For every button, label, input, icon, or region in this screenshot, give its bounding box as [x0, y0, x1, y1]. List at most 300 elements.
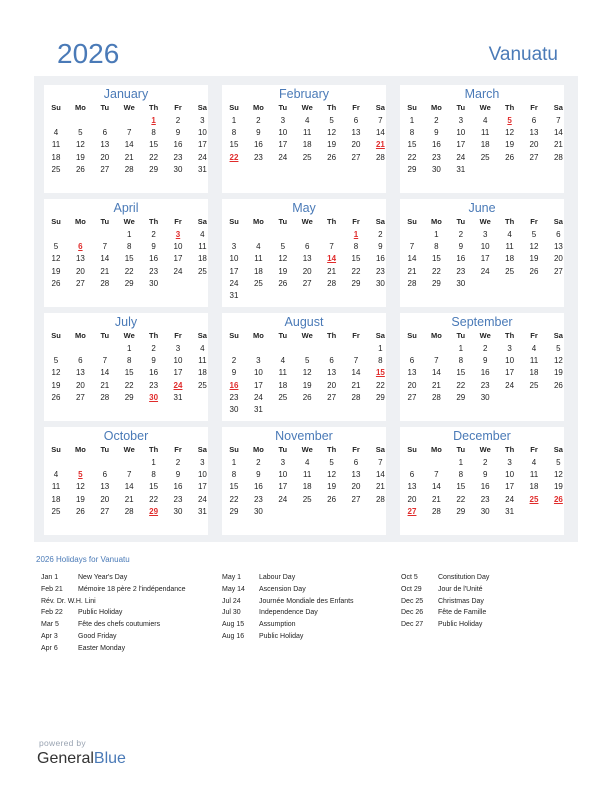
calendar-day: 10: [278, 470, 288, 480]
calendar-day: 26: [505, 152, 515, 162]
calendar-day: 8: [151, 128, 156, 138]
calendar-day: 16: [431, 140, 441, 150]
month-name: December: [453, 429, 511, 443]
holiday-day: 16: [229, 380, 239, 390]
calendar-day: 13: [100, 140, 110, 150]
calendar-day: 27: [327, 392, 337, 402]
calendar-day: 5: [304, 356, 310, 366]
month-name: September: [451, 315, 513, 329]
calendar-day: 27: [75, 392, 85, 402]
month-april: [44, 199, 208, 307]
calendar-day: 2: [434, 116, 439, 125]
month-name: November: [275, 429, 333, 443]
calendar-day: 14: [100, 368, 110, 378]
holiday-name: Christmas Day: [438, 597, 484, 605]
month-december: [400, 427, 564, 535]
weekday-label: Sa: [553, 445, 563, 454]
weekday-label: Tu: [456, 103, 466, 112]
calendar-day: 18: [505, 254, 515, 264]
weekday-label: Sa: [375, 445, 385, 454]
weekday-label: Sa: [197, 445, 207, 454]
weekday-label: Fr: [174, 103, 182, 112]
calendar-day: 16: [480, 368, 490, 378]
weekday-label: Tu: [456, 331, 466, 340]
calendar-day: 10: [278, 128, 288, 138]
calendar-day: 15: [351, 254, 361, 264]
holiday-date: Jul 30: [222, 609, 241, 617]
calendar-day: 30: [149, 278, 159, 288]
calendar-day: 30: [456, 278, 466, 288]
calendar-day: 20: [100, 494, 110, 504]
calendar-day: 18: [302, 482, 312, 492]
holiday-row: [41, 633, 211, 645]
weekday-label: Su: [51, 103, 61, 112]
holiday-name: Jour de l'Unité: [438, 585, 483, 593]
calendar-day: 25: [278, 392, 288, 402]
holiday-name: Fête des chefs coutumiers: [78, 621, 161, 629]
calendar-day: 2: [482, 344, 488, 353]
holiday-day: 21: [375, 140, 385, 150]
weekday-label: Mo: [252, 103, 264, 112]
calendar-day: 24: [456, 152, 466, 162]
calendar-day: 28: [100, 392, 110, 402]
calendar-day: 15: [229, 482, 239, 492]
weekday-label: Su: [407, 445, 417, 454]
calendar-day: 26: [75, 164, 85, 174]
holiday-date: Feb 22: [41, 609, 63, 617]
calendar-day: 4: [482, 116, 488, 125]
weekday-label: Mo: [252, 331, 264, 340]
weekday-label: Mo: [430, 217, 442, 226]
calendar-day: 24: [505, 494, 515, 504]
holiday-day: 26: [553, 494, 563, 504]
calendar-day: 4: [280, 356, 286, 366]
month-name: May: [292, 201, 316, 215]
calendar-day: 9: [231, 368, 237, 378]
calendar-day: 19: [505, 140, 515, 150]
calendar-day: 27: [100, 506, 110, 516]
calendar-day: 21: [327, 266, 337, 276]
calendar-day: 11: [529, 470, 539, 480]
calendar-day: 3: [200, 116, 205, 125]
calendar-day: 4: [304, 116, 310, 125]
calendar-day: 15: [124, 254, 134, 264]
calendar-day: 28: [431, 392, 441, 402]
calendar-day: 7: [434, 356, 439, 366]
calendar-day: 5: [531, 230, 537, 239]
calendar-day: 25: [302, 152, 312, 162]
weekday-label: We: [123, 331, 135, 340]
weekday-label: Su: [51, 217, 61, 226]
calendar-day: 21: [407, 266, 417, 276]
calendar-day: 18: [51, 494, 61, 504]
calendar-day: 10: [197, 470, 207, 480]
calendar-day: 5: [556, 458, 561, 467]
weekday-label: Mo: [74, 217, 86, 226]
holiday-row: [401, 586, 571, 598]
weekday-label: Th: [327, 445, 337, 454]
calendar-day: 19: [75, 494, 85, 504]
calendar-day: 10: [197, 128, 207, 138]
month-september: [400, 313, 564, 421]
calendar-day: 26: [51, 278, 61, 288]
calendar-day: 31: [229, 291, 239, 300]
calendar-day: 28: [553, 152, 563, 162]
calendar-day: 22: [431, 266, 441, 276]
holiday-row: [41, 609, 211, 621]
powered-by-label: powered by: [39, 738, 86, 748]
calendar-day: 14: [375, 470, 385, 480]
calendar-day: 21: [351, 380, 361, 390]
calendar-day: 31: [197, 164, 207, 174]
calendar-day: 14: [431, 368, 441, 378]
calendar-day: 6: [409, 356, 415, 366]
month-march: [400, 85, 564, 193]
calendar-day: 20: [302, 266, 312, 276]
holiday-date: Apr 3: [41, 632, 58, 640]
calendar-day: 1: [231, 458, 237, 467]
calendar-day: 9: [434, 128, 439, 138]
holiday-row: [41, 645, 211, 657]
calendar-day: 26: [51, 392, 61, 402]
month-june: [400, 199, 564, 307]
calendar-day: 28: [375, 152, 385, 162]
generalblue-logo[interactable]: [37, 750, 126, 768]
calendar-day: 3: [200, 458, 205, 467]
calendar-day: 11: [198, 356, 207, 366]
holiday-date: Oct 5: [401, 574, 418, 581]
calendar-day: 19: [51, 266, 61, 276]
calendar-day: 19: [51, 380, 61, 390]
holiday-name: Labour Day: [259, 574, 296, 581]
calendar-day: 2: [378, 230, 383, 239]
calendar-day: 23: [431, 152, 441, 162]
calendar-day: 12: [302, 368, 312, 378]
calendar-day: 2: [458, 230, 464, 239]
month-february: [222, 85, 386, 193]
calendar-day: 9: [378, 242, 383, 252]
weekday-label: Sa: [553, 217, 563, 226]
calendar-day: 13: [529, 128, 539, 138]
calendar-day: 21: [431, 380, 441, 390]
calendar-day: 11: [505, 242, 514, 252]
calendar-day: 5: [556, 344, 561, 353]
calendar-day: 19: [327, 482, 337, 492]
calendar-day: 16: [456, 254, 466, 264]
calendar-day: 11: [529, 356, 539, 366]
calendar-day: 24: [278, 494, 288, 504]
calendar-day: 23: [480, 380, 490, 390]
weekday-label: Tu: [456, 217, 466, 226]
holiday-row: [41, 598, 211, 610]
calendar-day: 31: [456, 164, 466, 174]
weekday-label: Mo: [74, 331, 86, 340]
weekday-label: Mo: [430, 103, 442, 112]
weekday-label: Su: [407, 217, 417, 226]
calendar-day: 10: [505, 356, 515, 366]
weekday-label: Sa: [197, 103, 207, 112]
holiday-day: 5: [78, 470, 83, 480]
month-name: June: [468, 201, 496, 215]
calendar-day: 13: [351, 470, 361, 480]
calendar-day: 7: [353, 356, 359, 366]
calendar-day: 20: [75, 266, 85, 276]
calendar-day: 21: [124, 494, 134, 504]
calendar-day: 14: [407, 254, 417, 264]
calendar-day: 4: [256, 242, 261, 252]
calendar-day: 26: [529, 266, 539, 276]
calendar-day: 28: [124, 164, 134, 174]
holiday-day: 27: [407, 506, 417, 516]
calendar-day: 28: [375, 494, 385, 504]
holiday-list-column: [222, 574, 392, 645]
weekday-label: Sa: [375, 331, 385, 340]
calendar-day: 22: [149, 152, 159, 162]
calendar-day: 3: [231, 242, 237, 252]
calendar-day: 5: [53, 242, 59, 252]
calendar-day: 7: [556, 116, 561, 125]
calendar-day: 22: [124, 266, 134, 276]
holiday-name: Public Holiday: [438, 621, 483, 629]
weekday-label: Su: [51, 445, 61, 454]
brand-general-text: General: [37, 750, 94, 767]
calendar-day: 2: [151, 344, 156, 353]
calendar-day: 12: [327, 128, 337, 138]
calendar-day: 22: [456, 494, 466, 504]
calendar-day: 22: [124, 380, 134, 390]
calendar-day: 18: [197, 254, 207, 264]
holiday-row: [222, 621, 392, 633]
weekday-label: Th: [149, 445, 159, 454]
calendar-day: 3: [280, 458, 286, 467]
weekday-label: Th: [327, 217, 337, 226]
holiday-date: Feb 21: [41, 585, 63, 593]
holiday-row: [222, 574, 392, 586]
calendar-day: 18: [253, 266, 263, 276]
calendar-day: 23: [456, 266, 466, 276]
calendar-day: 27: [351, 494, 361, 504]
calendar-day: 6: [409, 470, 415, 480]
holiday-name: Assumption: [259, 621, 296, 629]
calendar-day: 6: [556, 230, 561, 239]
calendar-day: 13: [351, 128, 361, 138]
calendar-day: 11: [303, 128, 312, 138]
holiday-name: Journée Mondiale des Enfants: [259, 597, 354, 605]
calendar-day: 4: [200, 230, 205, 239]
month-name: April: [113, 201, 139, 215]
weekday-label: Tu: [278, 445, 288, 454]
calendar-day: 17: [253, 380, 263, 390]
calendar-day: 3: [507, 458, 512, 467]
calendar-day: 28: [431, 506, 441, 516]
holiday-date: Aug 15: [222, 621, 245, 629]
weekday-label: Tu: [278, 103, 288, 112]
holiday-name: Fête de Famille: [438, 609, 487, 617]
calendar-day: 5: [78, 128, 83, 138]
calendar-day: 27: [529, 152, 539, 162]
calendar-day: 23: [480, 494, 490, 504]
holiday-date: Dec 27: [401, 621, 424, 629]
weekday-label: Sa: [197, 331, 207, 340]
calendar-day: 17: [173, 254, 183, 264]
calendar-day: 4: [304, 458, 310, 467]
calendar-day: 10: [253, 368, 263, 378]
calendar-day: 1: [231, 116, 237, 125]
calendar-day: 13: [302, 254, 312, 264]
calendar-day: 14: [124, 140, 134, 150]
calendar-day: 1: [126, 230, 132, 239]
calendar-day: 17: [456, 140, 466, 150]
calendar-day: 2: [231, 356, 237, 366]
calendar-day: 20: [407, 494, 417, 504]
calendar-day: 21: [375, 482, 385, 492]
calendar-day: 5: [329, 116, 334, 125]
calendar-day: 24: [253, 392, 263, 402]
holiday-date: May 14: [222, 585, 245, 593]
calendar-day: 14: [124, 482, 134, 492]
weekday-label: Tu: [278, 331, 288, 340]
calendar-day: 11: [303, 470, 312, 480]
calendar-day: 9: [151, 242, 156, 252]
month-name: March: [464, 87, 500, 101]
holiday-row: [222, 586, 392, 598]
calendar-day: 1: [126, 344, 132, 353]
weekday-label: Mo: [74, 445, 86, 454]
weekday-label: Su: [51, 331, 61, 340]
weekday-label: We: [301, 217, 313, 226]
calendar-day: 17: [278, 482, 288, 492]
weekday-label: We: [123, 217, 135, 226]
weekday-label: We: [123, 445, 135, 454]
calendar-day: 3: [280, 116, 286, 125]
holiday-name: Public Holiday: [78, 609, 123, 617]
calendar-day: 30: [480, 506, 490, 516]
weekday-label: Mo: [252, 217, 264, 226]
calendar-day: 2: [256, 458, 261, 467]
weekday-label: Mo: [252, 445, 264, 454]
calendar-day: 15: [124, 368, 134, 378]
calendar-day: 26: [327, 152, 337, 162]
calendar-day: 29: [124, 392, 134, 402]
calendar-day: 12: [75, 140, 85, 150]
holiday-date: Aug 16: [222, 632, 245, 640]
calendar-day: 16: [149, 254, 159, 264]
weekday-label: Mo: [74, 103, 86, 112]
calendar-day: 13: [407, 482, 417, 492]
country-title: Vanuatu: [488, 44, 558, 65]
holiday-name: Good Friday: [78, 632, 117, 640]
calendar-day: 12: [327, 470, 337, 480]
calendar-day: 3: [175, 344, 181, 353]
holiday-row: [401, 598, 571, 610]
holiday-name: Easter Monday: [78, 644, 126, 652]
calendar-day: 17: [197, 140, 207, 150]
calendar-day: 22: [229, 494, 239, 504]
calendar-day: 25: [505, 266, 515, 276]
calendar-day: 30: [173, 164, 183, 174]
weekday-label: Tu: [100, 103, 110, 112]
month-name: February: [278, 87, 330, 101]
calendar-day: 10: [229, 254, 239, 264]
calendar-day: 13: [75, 254, 85, 264]
weekday-label: We: [301, 103, 313, 112]
calendar-day: 23: [253, 152, 263, 162]
calendar-day: 6: [353, 458, 359, 467]
calendar-day: 15: [456, 368, 466, 378]
calendar-day: 6: [102, 128, 108, 138]
calendar-day: 7: [329, 242, 334, 252]
calendar-day: 11: [254, 254, 263, 264]
holiday-date: Apr 6: [41, 644, 58, 652]
weekday-label: Su: [229, 445, 239, 454]
calendar-day: 2: [151, 230, 156, 239]
holiday-date: Jul 24: [222, 597, 241, 605]
weekday-label: Su: [229, 217, 239, 226]
calendar-day: 6: [329, 356, 334, 366]
month-august: [222, 313, 386, 421]
holiday-day: 30: [149, 392, 159, 402]
holiday-row: [41, 574, 211, 586]
calendar-day: 10: [456, 128, 466, 138]
calendar-day: 28: [327, 278, 337, 288]
calendar-day: 16: [375, 254, 385, 264]
calendar-day: 30: [480, 392, 490, 402]
calendar-day: 7: [102, 356, 108, 366]
weekday-label: Th: [149, 103, 159, 112]
calendar-day: 19: [75, 152, 85, 162]
calendar-day: 26: [302, 392, 312, 402]
calendar-day: 7: [102, 242, 108, 252]
brand-blue-text: Blue: [93, 750, 126, 767]
calendar-day: 4: [507, 230, 512, 239]
calendar-day: 22: [456, 380, 466, 390]
calendar-day: 25: [253, 278, 263, 288]
calendar-day: 7: [126, 128, 132, 138]
calendar-day: 9: [175, 128, 181, 138]
calendar-day: 25: [197, 380, 207, 390]
calendar-day: 22: [375, 380, 385, 390]
holiday-date: Dec 25: [401, 597, 424, 605]
weekday-label: Su: [407, 331, 417, 340]
calendar-day: 26: [278, 278, 288, 288]
calendar-day: 25: [51, 164, 61, 174]
holiday-name: New Year's Day: [78, 574, 128, 581]
calendar-day: 27: [302, 278, 312, 288]
calendar-day: 29: [456, 392, 466, 402]
calendar-day: 3: [482, 230, 488, 239]
calendar-day: 30: [173, 506, 183, 516]
holiday-row: [222, 609, 392, 621]
weekday-label: Fr: [352, 103, 360, 112]
weekday-label: Sa: [553, 103, 563, 112]
calendar-day: 7: [126, 470, 132, 480]
calendar-day: 17: [505, 482, 515, 492]
calendar-day: 7: [378, 458, 383, 467]
calendar-day: 14: [100, 254, 110, 264]
calendar-day: 12: [553, 470, 563, 480]
month-november: [222, 427, 386, 535]
calendar-day: 13: [407, 368, 417, 378]
calendar-day: 23: [149, 266, 159, 276]
holiday-date: Dec 26: [401, 609, 424, 617]
calendar-day: 5: [280, 242, 286, 252]
calendar-day: 26: [553, 380, 563, 390]
holiday-date: Mar 5: [41, 621, 59, 629]
calendar-day: 18: [197, 368, 207, 378]
weekday-label: Th: [149, 217, 159, 226]
calendar-day: 19: [553, 368, 563, 378]
calendar-day: 27: [351, 152, 361, 162]
